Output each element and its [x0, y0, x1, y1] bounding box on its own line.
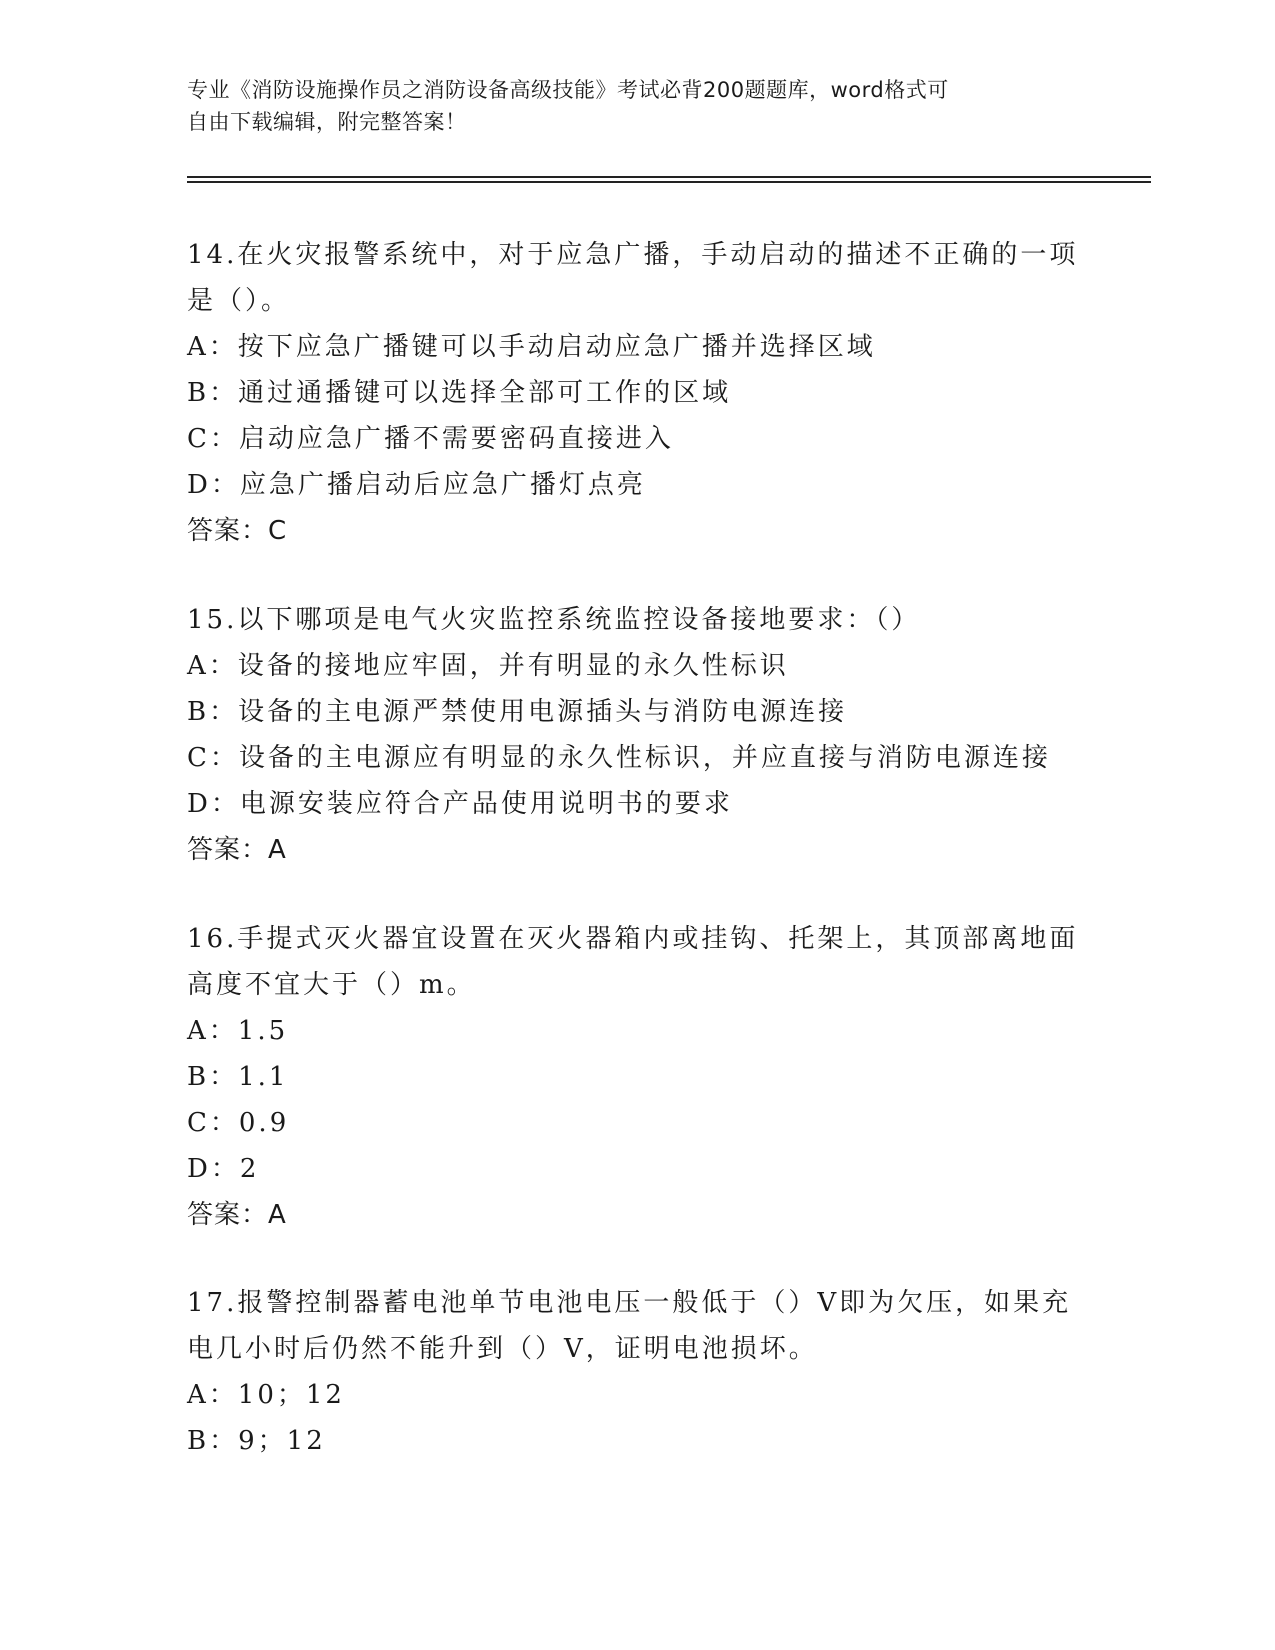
question-stem-continued: 电几小时后仍然不能升到（）V，证明电池损坏。 — [187, 1334, 818, 1364]
header-line-2: 自由下载编辑，附完整答案！ — [187, 110, 467, 134]
question-14 — [187, 232, 1087, 554]
header-divider-bottom — [187, 181, 1151, 183]
option-c: C：0.9 — [187, 1108, 290, 1138]
option-b: B：设备的主电源严禁使用电源插头与消防电源连接 — [187, 697, 848, 727]
option-a: A：按下应急广播键可以手动启动应急广播并选择区域 — [187, 332, 876, 362]
option-b: B：1.1 — [187, 1062, 289, 1092]
question-15 — [187, 597, 1087, 873]
option-d: D：电源安装应符合产品使用说明书的要求 — [187, 789, 733, 819]
option-c: C：启动应急广播不需要密码直接进入 — [187, 424, 674, 454]
question-stem: 16.手提式灭火器宜设置在灭火器箱内或挂钩、托架上，其顶部离地面 — [187, 924, 1079, 954]
question-stem-continued: 是（）。 — [187, 286, 291, 316]
option-a: A：10；12 — [187, 1380, 345, 1410]
question-stem: 14.在火灾报警系统中，对于应急广播，手动启动的描述不正确的一项 — [187, 240, 1079, 270]
document-header — [187, 74, 1067, 138]
answer: 答案：A — [187, 1200, 287, 1230]
question-16 — [187, 916, 1087, 1238]
question-stem: 15.以下哪项是电气火灾监控系统监控设备接地要求：（） — [187, 605, 921, 635]
option-a: A：1.5 — [187, 1016, 289, 1046]
option-a: A：设备的接地应牢固，并有明显的永久性标识 — [187, 651, 789, 681]
answer: 答案：A — [187, 835, 287, 865]
option-d: D：应急广播启动后应急广播灯点亮 — [187, 470, 646, 500]
question-stem-continued: 高度不宜大于（）m。 — [187, 970, 476, 1000]
header-line-1: 专业《消防设施操作员之消防设备高级技能》考试必背200题题库，word格式可 — [187, 78, 949, 102]
question-stem: 17.报警控制器蓄电池单节电池电压一般低于（）V即为欠压，如果充 — [187, 1288, 1072, 1318]
option-b: B：通过通播键可以选择全部可工作的区域 — [187, 378, 732, 408]
header-divider-top — [187, 176, 1151, 178]
answer: 答案：C — [187, 516, 288, 546]
option-d: D：2 — [187, 1154, 260, 1184]
option-c: C：设备的主电源应有明显的永久性标识，并应直接与消防电源连接 — [187, 743, 1051, 773]
question-17 — [187, 1280, 1087, 1464]
option-b: B：9；12 — [187, 1426, 326, 1456]
